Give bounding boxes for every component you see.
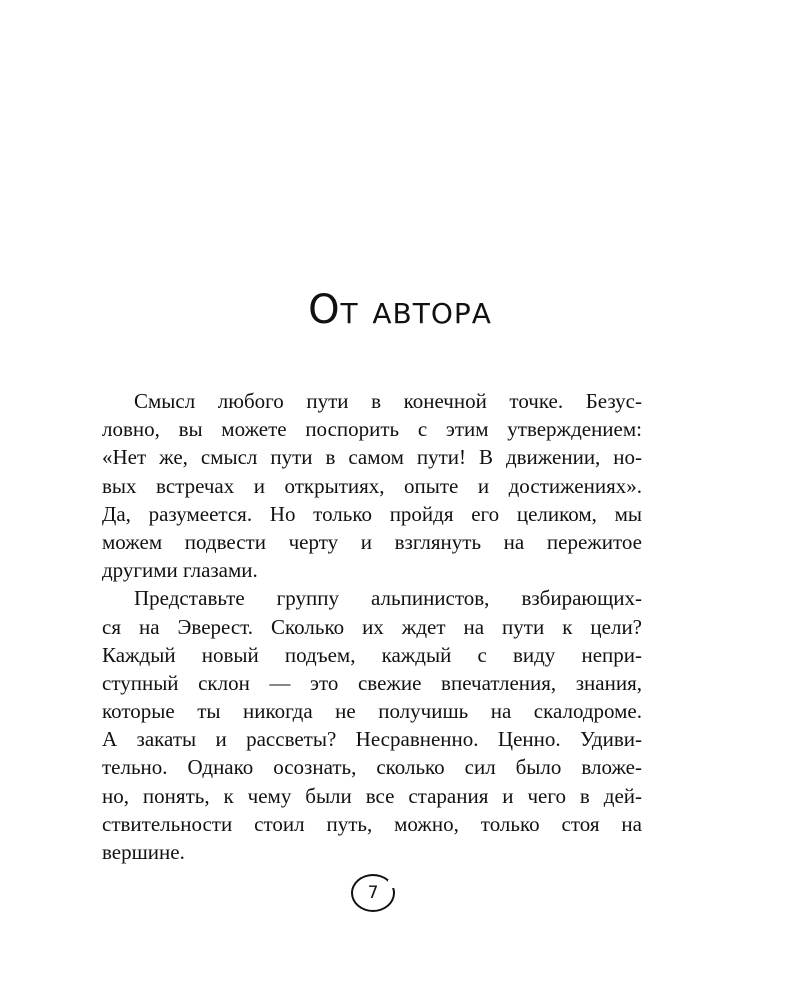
text-line: ствительности стоил путь, можно, только стоя на	[102, 811, 642, 836]
text-line: Каждый новый подъем, каждый с виду непри-	[102, 642, 642, 667]
page-number-circle-gap	[388, 880, 398, 888]
text-line: А закаты и рассветы? Несравненно. Ценно. Удиви-	[102, 727, 642, 752]
text-line: ступный склон — это свежие впечатления, знания,	[102, 670, 642, 695]
text-line: тельно. Однако осознать, сколько сил было вложе-	[102, 755, 642, 780]
page-number: 7	[351, 874, 395, 912]
chapter-title: От автора	[308, 287, 492, 333]
text-line: «Нет же, смысл пути в самом пути! В движении, но-	[102, 445, 642, 470]
text-line: вершине.	[102, 840, 185, 864]
text-line: можем подвести черту и взглянуть на пережитое	[102, 529, 642, 554]
body-text	[102, 387, 642, 866]
text-line: вых встречах и открытиях, опыте и достижениях».	[102, 473, 642, 498]
paragraph-1	[102, 387, 642, 584]
text-line: ся на Эверест. Сколько их ждет на пути к цели?	[102, 614, 642, 639]
text-line: Да, разумеется. Но только пройдя его целиком, мы	[102, 501, 642, 526]
text-line: другими глазами.	[102, 558, 258, 583]
paragraph-2	[102, 584, 642, 866]
text-line: Смысл любого пути в конечной точке. Безус-	[134, 389, 642, 413]
text-line: ловно, вы можете поспорить с этим утверждением:	[102, 417, 642, 442]
text-line: которые ты никогда не получишь на скалодроме.	[102, 699, 642, 724]
text-line: Представьте группу альпинистов, взбирающих-	[134, 586, 642, 611]
text-line: но, понять, к чему были все старания и чего в дей-	[102, 783, 642, 808]
